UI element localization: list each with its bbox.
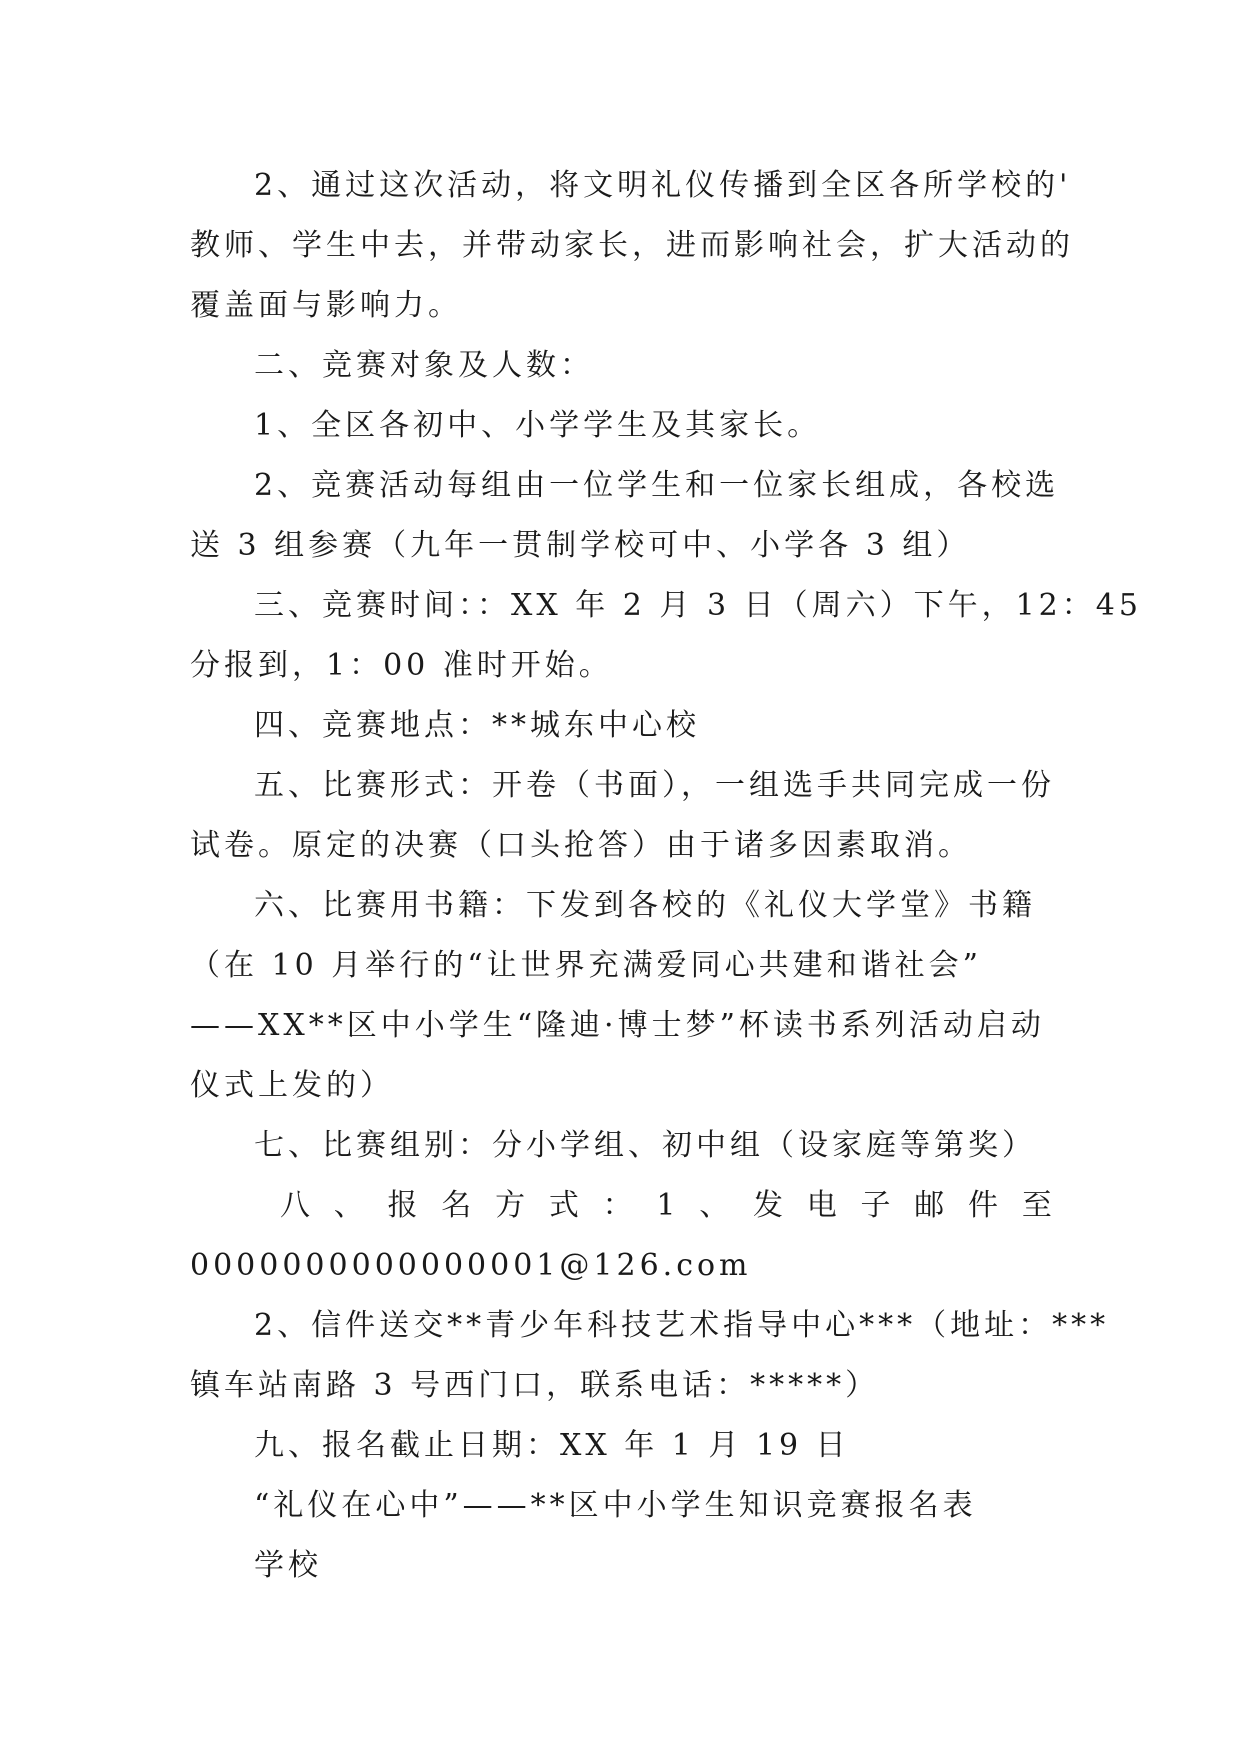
paragraph-line: 镇车站南路 3 号西门口，联系电话：*****） [190,1368,880,1403]
paragraph-line: 教师、学生中去，并带动家长，进而影响社会，扩大活动的 [190,228,1074,263]
spread-char: 邮 [914,1188,945,1223]
spread-char: 、 [333,1188,364,1223]
paragraph-line: 覆盖面与影响力。 [190,288,462,323]
paragraph-line: 2、信件送交**青少年科技艺术指导中心***（地址：*** [254,1308,1110,1343]
form-field-label-school: 学校 [254,1548,322,1583]
spread-heading-line [190,1176,1060,1236]
paragraph-line: （在 10 月举行的“让世界充满爱同心共建和谐社会” [190,948,982,983]
spread-char: 方 [495,1188,526,1223]
paragraph-line: 仪式上发的） [190,1068,394,1103]
spread-char: 子 [860,1188,891,1223]
form-title: “礼仪在心中”——**区中小学生知识竞赛报名表 [254,1488,977,1523]
section-heading: 九、报名截止日期：XX 年 1 月 19 日 [254,1428,850,1463]
document-body [190,156,1142,1596]
spread-char: 报 [387,1188,418,1223]
spread-char: 件 [968,1188,999,1223]
section-heading: 六、比赛用书籍：下发到各校的《礼仪大学堂》书籍 [254,888,1036,923]
section-heading: 七、比赛组别：分小学组、初中组（设家庭等第奖） [254,1128,1036,1163]
paragraph-line: 2、竞赛活动每组由一位学生和一位家长组成，各校选 [254,468,1060,503]
section-heading: 三、竞赛时间：：XX 年 2 月 3 日（周六）下午，12：45 [254,588,1142,623]
spread-char: 八 [280,1188,310,1223]
section-heading: 四、竞赛地点：**城东中心校 [254,708,700,743]
email-address: 0000000000000001@126.com [190,1248,752,1283]
paragraph-line: 试卷。原定的决赛（口头抢答）由于诸多因素取消。 [190,828,972,863]
paragraph-line: 1、全区各初中、小学学生及其家长。 [254,408,822,443]
section-heading: 五、比赛形式：开卷（书面），一组选手共同完成一份 [254,768,1055,803]
spread-char: 名 [441,1188,472,1223]
spread-char: 式 [548,1188,579,1223]
paragraph-line: 分报到，1：00 准时开始。 [190,648,613,683]
spread-char: 至 [1021,1188,1052,1223]
spread-char: 、 [699,1188,730,1223]
spread-char: 1 [656,1188,676,1223]
spread-char: 发 [752,1188,783,1223]
spread-char: 电 [806,1188,837,1223]
paragraph-line: ——XX**区中小学生“隆迪·博士梦”杯读书系列活动启动 [190,1008,1045,1043]
paragraph-line: 送 3 组参赛（九年一贯制学校可中、小学各 3 组） [190,528,971,563]
section-heading: 二、竞赛对象及人数： [254,348,594,383]
paragraph-line: 2、通过这次活动，将文明礼仪传播到全区各所学校的' [254,168,1072,203]
spread-char: ： [602,1188,633,1223]
